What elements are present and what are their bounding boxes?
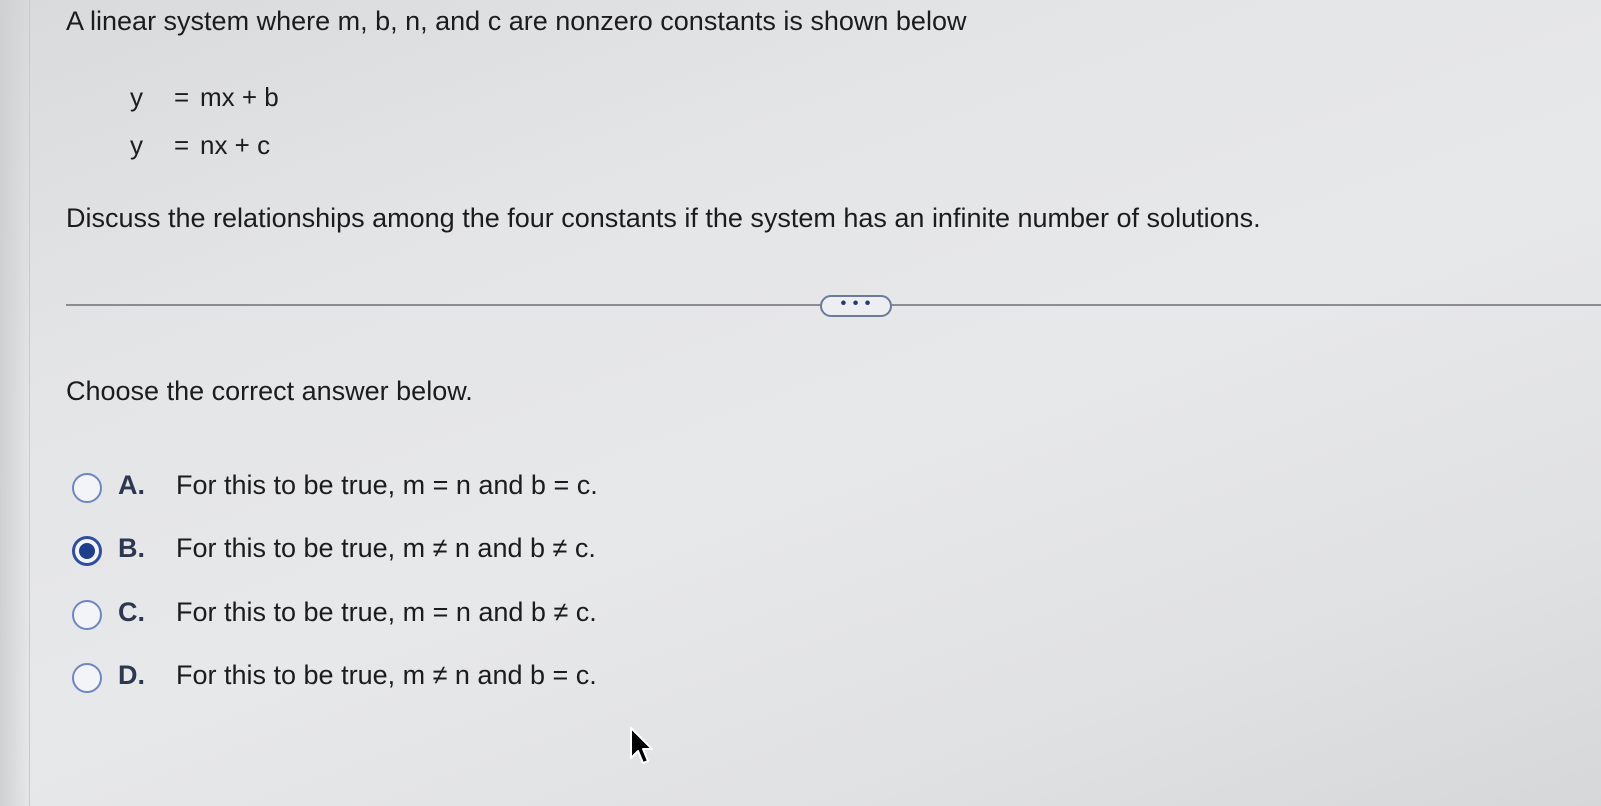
option-c-text[interactable]: For this to be true, m = n and b ≠ c. (176, 597, 597, 627)
equation-2-lhs: y (130, 130, 143, 160)
equation-2-equals: = (174, 130, 190, 160)
equation-1 (130, 82, 279, 113)
equation-1-equals: = (174, 82, 190, 112)
more-button[interactable]: • • • (820, 295, 892, 317)
option-a-text[interactable]: For this to be true, m = n and b = c. (176, 470, 598, 500)
option-d-text[interactable]: For this to be true, m ≠ n and b = c. (176, 660, 597, 690)
option-b-letter: B. (118, 533, 145, 563)
option-b-text[interactable]: For this to be true, m ≠ n and b ≠ c. (176, 533, 596, 563)
equation-2 (130, 130, 270, 161)
screen-left-edge (0, 0, 30, 806)
mouse-pointer-icon (628, 726, 654, 766)
equation-1-lhs: y (130, 82, 143, 112)
option-c-letter: C. (118, 597, 145, 627)
option-d-letter: D. (118, 660, 145, 690)
equation-2-rhs: nx + c (200, 130, 271, 160)
question-intro: A linear system where m, b, n, and c are nonzero constants is shown below (66, 6, 967, 36)
radio-button-icon[interactable] (72, 473, 102, 503)
question-discuss: Discuss the relationships among the four constants if the system has an infinite number of solutions. (66, 203, 1261, 233)
option-a-letter: A. (118, 470, 145, 500)
radio-button-icon[interactable] (72, 536, 102, 566)
radio-button-icon[interactable] (72, 600, 102, 630)
answer-prompt: Choose the correct answer below. (66, 376, 473, 406)
left-border-line (29, 0, 30, 806)
equation-1-rhs: mx + b (200, 82, 279, 112)
radio-button-icon[interactable] (72, 663, 102, 693)
